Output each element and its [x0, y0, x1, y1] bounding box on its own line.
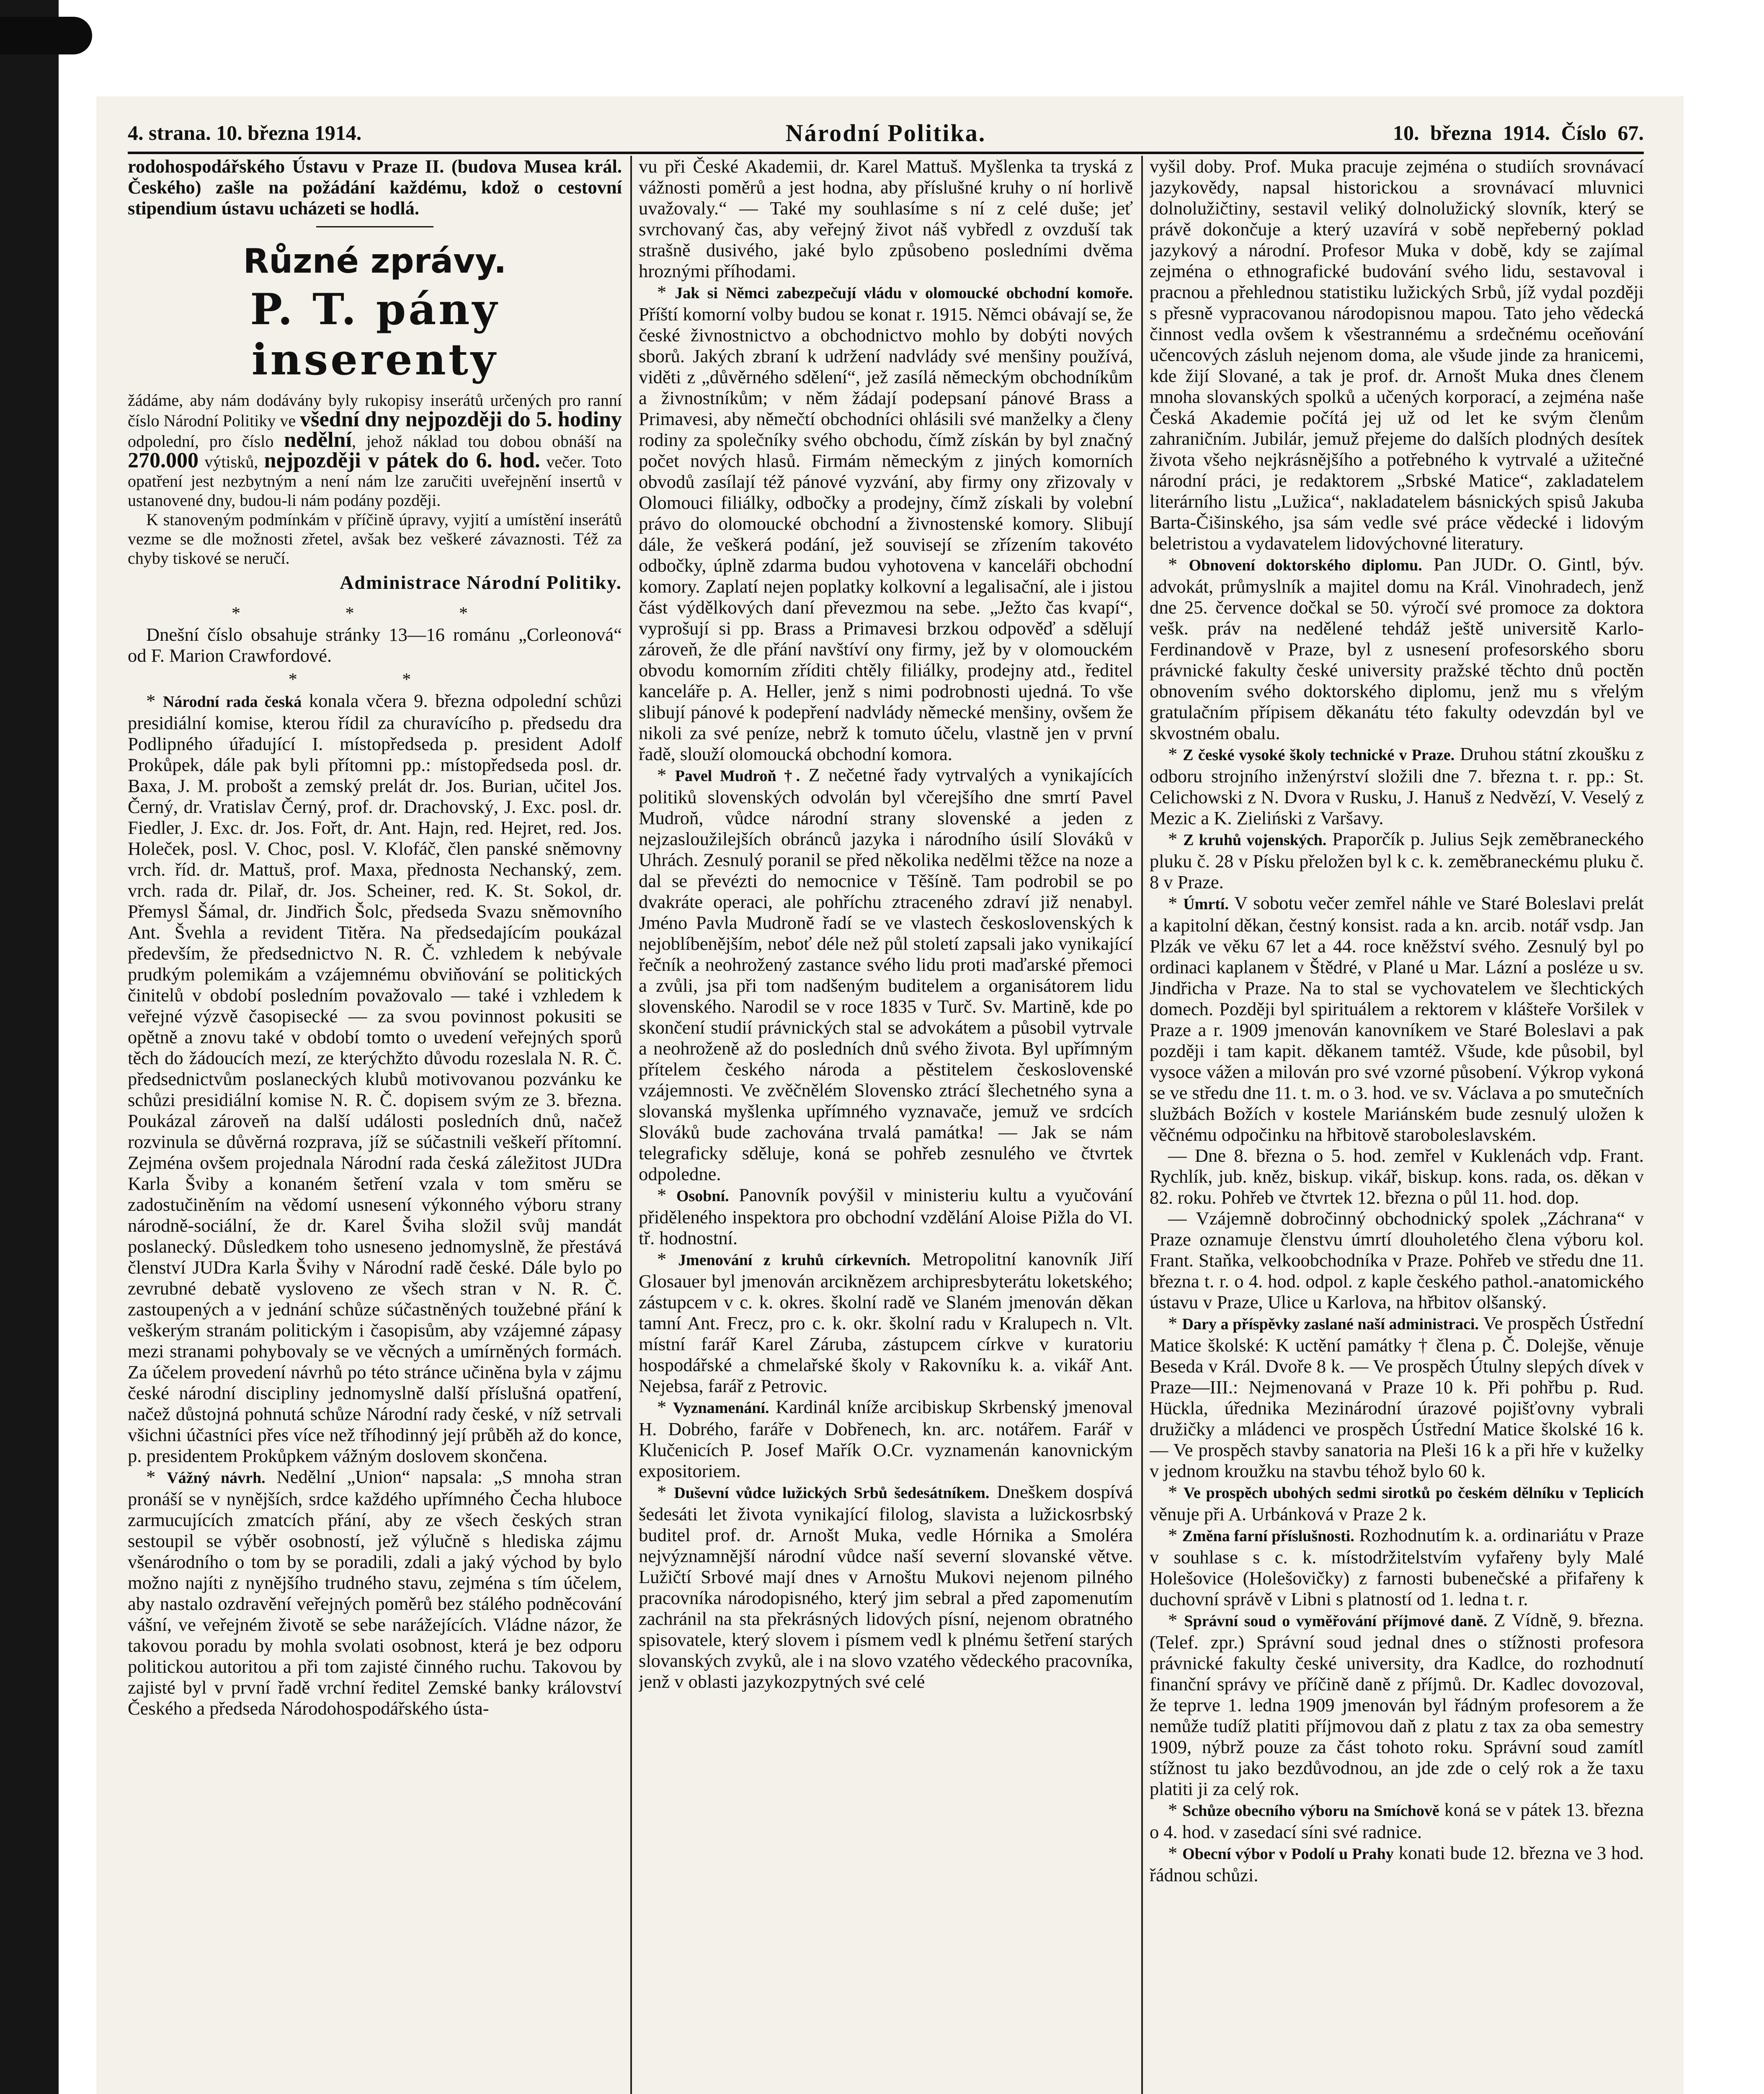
- article-skoly: * Z české vysoké školy technické v Praze. Druhou státní zkoušku z odboru strojního inženýrství složili dne 7. března t. r. pp.: St. Celichowski z N. Dvora v Rusku, J. Hanuš z Nedvězí, V. Veselý z Mezic a K. Zieliński z Varšavy.: [1150, 743, 1644, 828]
- article-kicker: Změna farní příslušnosti.: [1182, 1527, 1354, 1545]
- article-kicker: Jmenování z kruhů církevních.: [678, 1251, 910, 1269]
- article-kicker: Dary a příspěvky zaslané naší administraci.: [1182, 1315, 1479, 1333]
- article-soud: * Správní soud o vyměřování příjmové daně. Z Vídně, 9. března. (Telef. zpr.) Správní soud jednal dnes o stížnosti profesora právnické fakulty české university, dra Kadlce, do rozhodnutí finanční správy ve příčině daně z příjmů. Dr. Kadlec dovozoval, že teprve 1. ledna 1909 jmenován byl řádným profesorem a že nemůže tudíž platiti příjmovou daň z platu z tax za oba semestry 1909, nýbrž pouze za část tohoto roku. Správní soud zamítl stížnost tu jako bezdůvodnou, an jde zde o celý rok a že taxu platiti ji za celý rok.: [1150, 1609, 1644, 1799]
- article-podoli: * Obecní výbor v Podolí u Prahy konati bude 12. března ve 3 hod. řádnou schůzi.: [1150, 1842, 1644, 1885]
- article-dary: * Dary a příspěvky zaslané naší administraci. Ve prospěch Ústřední Matice školské: K uctění památky † člena p. Č. Dolejše, věnuje Beseda v Král. Dvoře 8 k. — Ve prospěch Útulny slepých dívek v Praze—III.: Nejmenovaná v Praze 10 k. Při pohřbu p. Rud. Hückla, úřednika Mezinárodní úrazové pojišťovny vybrali družičky a mládenci ve prospěch Ústřední Matice školské 16 k. — Ve prospěch stavby sanatoria na Pleši 16 k a při hře v kuželky v jednom kroužku na stavbu téhož bylo 60 k.: [1150, 1313, 1644, 1481]
- divider: [316, 226, 433, 227]
- article-vyznamenani: * Vyznamenání. Kardinál kníže arcibiskup Skrbenský jmenoval H. Dobrého, faráře v Dobřenech, kn. arc. notářem. Farář v Klučenicích P. Josef Mařík O.Cr. vyznamenán kanovnickým expositoriem.: [639, 1396, 1133, 1481]
- article-umrti-2: — Dne 8. března o 5. hod. zemřel v Kuklenách vdp. Frant. Rychlík, jub. kněz, biskup. vikář, biskup. kons. rada, os. děkan v 82. roku. Pohřeb ve čtvrtek 12. března o půl 11. hod. dop.: [1150, 1145, 1644, 1208]
- article-osobni: * Osobní. Panovník povýšil v ministeriu kultu a vyučování přiděleného inspektora pro obchodní vzdělání Aloise Pižla do VI. tř. hodnostní.: [639, 1184, 1133, 1248]
- notice-text: K stanoveným podmínkám v příčině úpravy, vyjití a umístění inserátů vezme se dle možnosti zřetel, avšak bez veškeré závaznosti. Též za chyby tiskové se neručí.: [128, 510, 622, 567]
- article-kicker: Ve prospěch ubohých sedmi sirotků po českém dělníku v Teplicích: [1183, 1484, 1644, 1502]
- article-kicker: Z kruhů vojenských.: [1183, 831, 1327, 849]
- section-stars: * * *: [232, 604, 518, 623]
- column-3: [1150, 156, 1644, 2094]
- article-kicker: Obnovení doktorského diplomu.: [1189, 557, 1422, 574]
- article-roman: Dnešní číslo obsahuje stránky 13—16 románu „Corleonová“ od F. Marion Crawfordové.: [128, 624, 622, 666]
- notice-text: žádáme, aby nám dodávány byly rukopisy inserátů určených pro ranní číslo Národní Politiky ve všední dny nejpozději do 5. hodiny odpolední, pro číslo nedělní, jehož náklad tou dobou obnáší na 270.000 výtisků, nejpozději v pátek do 6. hod. večer. Toto opatření jest nezbytným a není nám lze zaručiti uveřejnění insertů v ustanovené dny, budou-li nám podány později.: [128, 391, 622, 510]
- article-continued: rodohospodářského Ústavu v Praze II. (budova Musea král. Českého) zašle na požádání každému, kdož o cestovní stipendium ústavu ucházeti se hodlá.: [128, 156, 622, 219]
- article-kicker: Obecní výbor v Podolí u Prahy: [1182, 1845, 1394, 1863]
- article-mudron: * Pavel Mudroň †. Z nečetné řady vytrvalých a vynikajících politiků slovenských odvolán byl včerejšího dne smrtí Pavel Mudroň, vůdce národní strany slovenské a jeden z nejzasloužilejších obránců jazyka i národního úsilí Slováků v Uhrách. Zesnulý poranil se před několika nedělmi těžce na noze a dal se převézti do nemocnice v Těšíně. Tam podrobil se po dvakráte operaci, ale pohříchu ztraceného zdraví již nenabyl. Jméno Pavla Mudroně řadí se ve vlastech československých k nejoblíbenějším, neboť déle než půl století zapsali jako vynikající řečník a neohrožený zastance svého lidu proti maďarské přemoci a zvůli, jsa při tom nadšeným buditelem a organisátorem lidu slovenského. Narodil se v roce 1835 v Turč. Sv. Martině, kde po skončení studií právnických stal se advokátem a působil vytrvale a neohroženě až do posledních dnů svého života. Byl upřímným přítelem českého národa a pěstitelem československé vzájemnosti. Ve zvěčnělém Slovensko ztrácí šlechetného syna a slovanská myšlenka upřímného vyznavače, jemuž ve srdcích Slováků bude zachována trvalá památka! — Jak se nám telegraficky sděluje, koná se pohřeb zesnulého ve čtvrtek odpoledne.: [639, 764, 1133, 1184]
- article-continued: vyšil doby. Prof. Muka pracuje zejména o studiích srovnávací jazykovědy, napsal historickou a srovnávací mluvnici dolnolužičtiny, sestavil veliký dolnolužický slovník, který se právě dokončuje a který uzavírá v sobě nepřeberný poklad jazykový a národní. Profesor Muka v době, kdy se zajímal zejména o ethnografické budování svého lidu, sestavoval i pracnou a přehlednou statistiku lužických Srbů, jíž vydal později s přesně vypracovanou národopisnou mapou. Tato jeho vědecká činnost vedla ovšem k všestrannému a srdečnému oceňování učencových zásluh nejenom doma, ale všude jinde za hranicemi, kde žijí Slované, a tak je prof. dr. Arnošt Muka dnes členem mnoha slovanských spolků a učených korporací, a zejména naše Česká Akademie počítá jej už od let ke svým členům zahraničním. Jubilár, jemuž přejeme do dalších plodných desítek života všeho nejkrásnějšího a potřebného k vytrvalé a užitečné národní práci, je redaktorem „Srbské Matice“, zakladatelem literárního listu „Lužica“, nakladatelem básnických spisů Jakuba Barta-Čišinského, jsa sám vedle své práce vědecké i lidovým beletristou a vydavatelem lidovýchovné literatury.: [1150, 156, 1644, 554]
- column-1: [128, 156, 622, 2094]
- article-narodni-rada: * Národní rada česká konala včera 9. března odpolední schůzi presidiální komise, kterou řídil za churavícího p. předsedu dra Podlipného úřadující I. místopředseda p. president Adolf Prokůpek, dále pak byli přítomni pp.: místopředseda posl. dr. Baxa, J. M. probošt a zemský prelát dr. Jos. Burian, učitel Jos. Černý, dr. Vratislav Černý, prof. dr. Drachovský, J. Exc. posl. dr. Fiedler, J. Exc. dr. Jos. Fořt, dr. Ant. Hajn, red. Hejret, red. Jos. Holeček, posl. V. Choc, posl. V. Klofáč, člen panské sněmovny vrch. říd. dr. Mattuš, prof. Maxa, přednosta Nechanský, zem. vrch. rada dr. Pilař, dr. Jos. Scheiner, red. K. St. Sokol, dr. Přemysl Šámal, dr. Jindřich Šolc, předseda Svazu sněmovního Ant. Švehla a revident Titěra. Na předsedajícím poukázal především, že předsednictvo N. R. Č. vzhledem k nebývale prudkým polemikám a vzájemnému obviňování se politických činitelů v období posledním považovalo — také i vzhledem k veřejné výzvě časopisecké — za svou povinnost pokusiti se opětně a znovu také v období tomto o uvedení veřejných sporů těch do žádoucích mezí, ze kterýchžto důvodu rozeslala N. R. Č. předsednictvům poslaneckých klubů motivovanou pozvánku ke schůzi presidiální komise N. R. Č. dopisem svým ze 3. března. Poukázal zároveň na další události posledních dnů, načež rozvinula se důvěrná rozprava, jíž se súčastnili veškeří přítomní. Zejména ovšem projednala Národní rada česká záležitost JUDra Karla Šviby a konaném šetření vzala v tom směru se zadostučiněním na vědomí usnesení výkonného výboru strany národně-sociální, že dr. Karel Šviha složil svůj mandát poslanecký. Důsledkem toho usneseno jednomyslně, že přestává členství JUDra Karla Švihy v Národní radě české. Dále bylo po zevrubné debatě vysloveno ze všech stran v N. R. Č. zastoupených a v jednání schůze súčastněných toužebné přání k veškerým stranám politickým i časopisům, aby vzájemné zápasy mezi stranami pohybovaly se ve věcných a umírněných formách. Za účelem provedení návrhů po této stránce učiněna byla v zájmu české národní discipliny jednomyslně další příslušná opatření, načež důstojná pohnutá schůze Národní rady české, v níž setrvali všichni účastníci přes více než tříhodinný její průběh až do konce, p. presidentem Prokůpkem vážným doslovem skončena.: [128, 690, 622, 1466]
- article-kicker: Osobní.: [676, 1187, 729, 1205]
- article-kicker: Vyznamenání.: [673, 1399, 769, 1417]
- article-kicker: Z české vysoké školy technické v Praze.: [1183, 746, 1455, 764]
- scan-edge: [0, 0, 59, 2094]
- article-kicker: Vážný návrh.: [167, 1469, 266, 1487]
- article-vazny-navrh: * Vážný návrh. Nedělní „Union“ napsala: „S mnoha stran pronáší se v nynějších, srdce každého upřímného Čecha hluboce zarmucujících zmatcích přání, aby ze všech českých stran sestoupil se výběr osobností, jež výlučně s hlediska zájmu všenárodního o tom by se poradili, zdali a jaký východ by bylo možno najíti z nynějšího trudného stavu, zejména s tím účelem, aby nastalo ozdravění veřejných poměrů bez stálého podněcování vášní, ve veřejném životě se sebe narážejících. Vládne názor, že takovou poradu by mohla svolati osobnost, která je bez odporu politickou autoritou a při tom zajisté činného ruchu. Takovou by zajisté byl v první řadě vrchní ředitel Zemské banky království Českého a předseda Národohospodářského ústa-: [128, 1466, 622, 1719]
- article-umrti: * Úmrtí. V sobotu večer zemřel náhle ve Staré Boleslavi prelát a kapitolní děkan, čestný konsist. rada a kn. arcib. notář vsdp. Jan Plzák ve věku 67 let a 44. roce kněžství svého. Zesnulý byl po ordinaci kaplanem v Štědré, v Plané u Mar. Lázní a posléze u sv. Jindřicha v Praze. Na to stal se vychovatelem ve šlechtických domech. Později byl spirituálem a rektorem v klášteře Voršilek v Praze a r. 1909 jmenován kanovníkem ve Staré Boleslavi a pak později i tam kapit. děkanem tamtéž. Všude, kde působil, byl vysoce vážen a milován pro své vzorné působení. Výkrop vykoná se ve středu dne 11. t. m. o 3. hod. ve sv. Václava a po smutečních službách Božích v kostele Mariánském bude zesnulý uložen k věčnému odpočinku na hřbitově staroboleslavském.: [1150, 892, 1644, 1145]
- article-continued: vu při České Akademii, dr. Karel Mattuš. Myšlenka ta tryská z vážnosti poměrů a jest hodna, aby příslušné kruhy o ní horlivě uvažovaly.“ — Také my souhlasíme s ní z celé duše; jeť svrchovaný čas, aby veřejný život náš vybředl z ovzduší tak strašně dusivého, jaké bylo způsobeno posledními dvěma hroznými příhodami.: [639, 156, 1133, 281]
- article-jmenovani: * Jmenování z kruhů církevních. Metropolitní kanovník Jiří Glosauer byl jmenován arciknězem archipresbyterátu loketského; zástupcem v c. k. okres. školní radě ve Slaném jmenován děkan tamní Ant. Frecz, pro c. k. okr. školní radu v Kralupech n. Vlt. místní farář Karel Záruba, zástupcem církve v kuratoriu hospodářské a chmelařské školy v Rakovníku k. a. vikář Ant. Nejebsa, farář z Petrovic.: [639, 1248, 1133, 1396]
- article-kicker: Jak si Němci zabezpečují vládu v olomoucké obchodní komoře.: [675, 284, 1133, 302]
- article-kicker: Národní rada česká: [162, 693, 302, 711]
- column-divider: [1141, 156, 1143, 2094]
- article-kicker: Duševní vůdce lužických Srbů šedesátníkem.: [674, 1484, 990, 1502]
- article-umrti-3: — Vzájemně dobročinný obchodnický spolek „Záchrana“ v Praze oznamuje členstvu úmrtí dlouholetého člena výboru kol. Frant. Staňka, velkoobchodníka v Praze. Pohřeb ve středu dne 11. března t. r. o 4. hod. odpol. z kaple českého pathol.-anatomického ústavu v Praze, Ulice u Karlova, na hřbitov olšanský.: [1150, 1208, 1644, 1313]
- notice-heading: P. T. pány inserenty: [250, 284, 500, 385]
- article-kicker: Správní soud o vyměřování příjmové daně.: [1184, 1612, 1488, 1630]
- article-kicker: Schůze obecního výboru na Smíchově: [1182, 1802, 1439, 1820]
- scan-edge-mark: [0, 17, 92, 54]
- masthead-title: Národní Politika.: [785, 119, 986, 147]
- article-sirotci: * Ve prospěch ubohých sedmi sirotků po českém dělníku v Teplicích věnuje při A. Urbánková v Praze 2 k.: [1150, 1481, 1644, 1524]
- section-heading: Různé zprávy.: [243, 242, 507, 281]
- page-header: [128, 115, 1644, 151]
- column-2: [639, 156, 1133, 2094]
- article-kicker: Úmrtí.: [1183, 895, 1229, 913]
- article-smichov: * Schůze obecního výboru na Smíchově koná se v pátek 13. března o 4. hod. v zasedací síni své radnice.: [1150, 1799, 1644, 1842]
- column-divider: [630, 156, 632, 2094]
- section-stars: * *: [288, 670, 462, 689]
- article-vojensky: * Z kruhů vojenských. Praporčík p. Julius Sejk zeměbraneckého pluku č. 28 v Písku přeložen byl k c. k. zeměbraneckému pluku č. 8 v Praze.: [1150, 828, 1644, 892]
- article-diplom: * Obnovení doktorského diplomu. Pan JUDr. O. Gintl, býv. advokát, průmyslník a majitel domu na Král. Vinohradech, jenž dne 25. července dočkal se 50. výročí své promoce za doktora vešk. práv na nedělené tehdáž ještě universitě Karlo-Ferdinandově v Praze, byl z usnesení profesorského sboru právnické fakulty české university pražské těchto dnů poctěn obnovením svého doktorského diplomu, jenž mu s vřelým gratulačním přípisem děkanátu této fakulty odevzdán byl ve skvostném obalu.: [1150, 554, 1644, 743]
- header-issue-number: 10. března 1914. Číslo 67.: [1393, 121, 1644, 144]
- article-farni: * Změna farní příslušnosti. Rozhodnutím k. a. ordinariátu v Praze v souhlase s c. k. místodržitelstvím vyfařeny byly Malé Holešovice (Holešovičky) z farnosti bubenečské a přifařeny k duchovní správě v Libni s platností od 1. ledna t. r.: [1150, 1524, 1644, 1609]
- article-nemci: * Jak si Němci zabezpečují vládu v olomoucké obchodní komoře. Příští komorní volby budou se konat r. 1915. Němci obávají se, že české živnostnictvo a obchodnictvo mohlo by dobýti nových sborů. Jakých zbraní k udržení nadvlády své menšiny používá, viděti z „důvěrného sdělení“, jež zasílá německým obchodníkům a živnostníkům; v něm žádají podepsaní pánové Brass a Primavesi, aby němečtí obchodníci ohlásili své manželky a členy rodiny za společníky svého obchodu, čímž získán by byl značný počet nových hlasů. Firmám německým z jiných komorních obvodů zasílají též pánové vyzvání, aby firmy ony zřizovaly v Olomouci filiálky, odbočky a prodejny, čímž získali by volební právo do olomoucké obchodní a živnostenské komory. Slibují dále, že veškerá podání, jež souvisejí se zřízením takovéto odbočky, úplně zdarma budou vyhotovena v kanceláři obchodní komory. Zaplatí nejen poplatky kolkovní a legalisační, ale i jistou část výdělkových daní převezmou na sebe. „Ježto čas kvapí“, vyprošují si pp. Brass a Primavesi brzkou odpověď a sdělují zároveň, že dle přání navštíví ony firmy, jež by v olomouckém obvodu komorním zříditi chtěly filiálky, prodejny atd., ředitel kanceláře p. A. Heller, jenž s nimi podrobnosti ujedná. To vše slibují pánové k podepření nadvlády německé menšiny, ovšem že nikoli za své peníze, nebrž k tomuto účelu, vlastně jen v první řadě, slouží olomoucká obchodní komora.: [639, 281, 1133, 764]
- header-rule: [128, 152, 1644, 154]
- header-page-date: 4. strana. 10. března 1914.: [128, 121, 362, 144]
- article-muka: * Duševní vůdce lužických Srbů šedesátníkem. Dneškem dospívá šedesáti let života vynikající filolog, slavista a lužickosrbský buditel prof. dr. Arnošt Muka, vedle Hórnika a Smoléra nejvýznamnější národní vůdce naší severní slovanské větve. Lužičtí Srbové mají dnes v Arnoštu Mukovi nejenom pilného pracovníka národopisného, který jim sebral a před zapomenutím zachránil na sta překrásných lidových písní, nejenom obratného spisovatele, který slovem i písmem vedl k plnému šetření starých slovanských zvyků, ale i na slovo vzatého vědeckého pracovníka, jenž v oblasti jazykozpytných své celé: [639, 1481, 1133, 1692]
- article-kicker: Pavel Mudroň †.: [675, 767, 800, 785]
- notice-signature: Administrace Národní Politiky.: [340, 572, 622, 593]
